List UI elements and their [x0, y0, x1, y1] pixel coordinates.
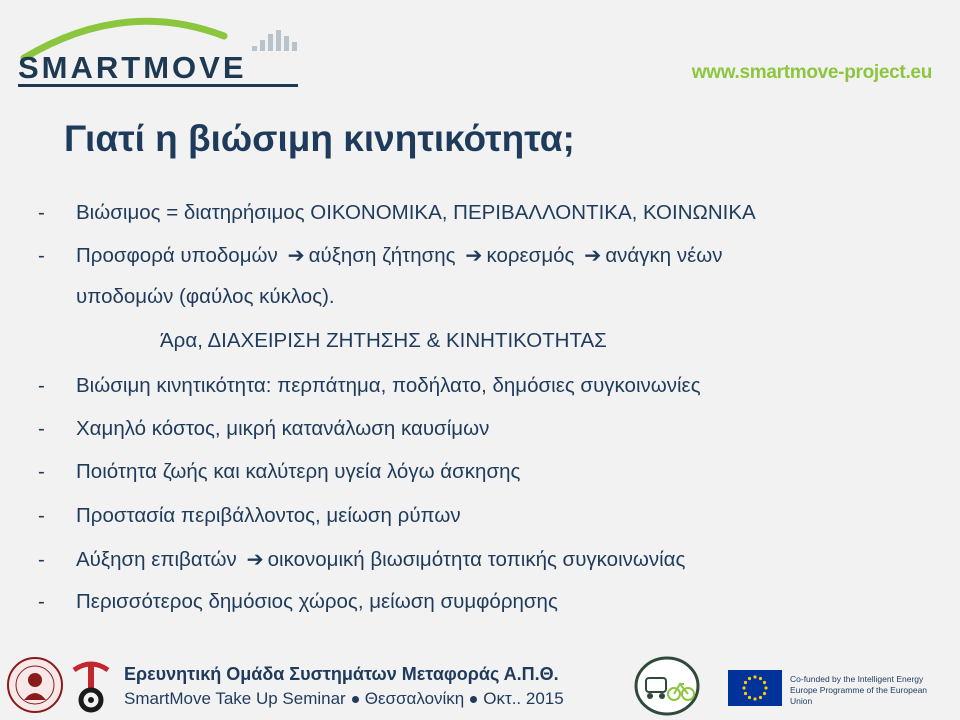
arrow-right-icon: ➔ — [246, 548, 264, 571]
bullet-dash: - — [38, 504, 45, 527]
logo-wordmark: SMARTMOVE — [18, 50, 247, 85]
bullet-text: Ποιότητα ζωής και καλύτερη υγεία λόγω άσκησης — [76, 460, 521, 483]
bullet-public-space — [38, 590, 558, 614]
bullet-dash: - — [38, 201, 45, 224]
bullet-dash: - — [38, 460, 45, 483]
bullet-text: Προσφορά υποδομών — [76, 244, 278, 267]
bullet-text: κορεσμός — [486, 244, 575, 267]
footer-event-line — [124, 689, 564, 709]
footer-organization: Ερευνητική Ομάδα Συστημάτων Μεταφοράς Α.Π.Θ. — [124, 664, 559, 684]
separator-dot-icon — [352, 696, 359, 703]
bullet-dash: - — [38, 590, 45, 613]
bullet-sustainable — [38, 201, 756, 225]
arrow-right-icon: ➔ — [465, 244, 483, 267]
eu-flag-icon — [728, 670, 782, 706]
separator-dot-icon — [470, 696, 477, 703]
bullet-text: Βιώσιμος = διατηρήσιμος ΟΙΚΟΝΟΜΙΚΑ, ΠΕΡΙΒΑΛΛΟΝΤΙΚΑ, ΚΟΙΝΩΝΙΚΑ — [76, 201, 756, 224]
bullet-passengers — [38, 547, 685, 572]
bullet-cost — [38, 417, 489, 441]
university-seal-icon — [6, 656, 64, 714]
footer-city: Θεσσαλονίκη — [364, 689, 465, 708]
bullet-infrastructure — [38, 243, 723, 268]
research-group-emblem-icon — [68, 656, 114, 714]
mobility-badge-icon — [634, 656, 700, 716]
bullet-text: Βιώσιμη κινητικότητα: περπάτημα, ποδήλατο, δημόσιες συγκοινωνίες — [76, 374, 701, 397]
bullet-modes — [38, 374, 701, 398]
bullet-text: Προστασία περιβάλλοντος, μείωση ρύπων — [76, 504, 461, 527]
arrow-right-icon: ➔ — [287, 244, 305, 267]
bullet-continuation: υποδομών (φαύλος κύκλος). — [76, 285, 335, 308]
project-url: www.smartmove-project.eu — [691, 62, 932, 83]
bullet-dash: - — [38, 417, 45, 440]
eu-cofunding-note: Co-funded by the Intelligent Energy Europe Programme of the European Union — [790, 674, 928, 706]
arrow-right-icon: ➔ — [584, 244, 602, 267]
bullet-text: αύξηση ζήτησης — [308, 244, 456, 267]
bullet-environment — [38, 504, 461, 528]
bullet-text: ανάγκη νέων — [605, 244, 723, 267]
bullet-dash: - — [38, 244, 45, 267]
bullet-text: Χαμηλό κόστος, μικρή κατανάλωση καυσίμων — [76, 417, 490, 440]
bullet-dash: - — [38, 374, 45, 397]
bullet-text: οικονομική βιωσιμότητα τοπικής συγκοινωνίας — [267, 548, 686, 571]
footer-date: Οκτ.. 2015 — [483, 689, 564, 708]
bullet-text: Περισσότερος δημόσιος χώρος, μείωση συμφόρησης — [76, 590, 558, 613]
bullet-text: Αύξηση επιβατών — [76, 548, 237, 571]
slide-title: Γιατί η βιώσιμη κινητικότητα; — [64, 118, 575, 159]
conclusion-line: Άρα, ΔΙΑΧΕΙΡΙΣΗ ΖΗΤΗΣΗΣ & ΚΙΝΗΤΙΚΟΤΗΤΑΣ — [160, 329, 607, 352]
bullet-health — [38, 460, 520, 484]
bullet-dash: - — [38, 548, 45, 571]
footer-seminar: SmartMove Take Up Seminar — [124, 689, 346, 708]
